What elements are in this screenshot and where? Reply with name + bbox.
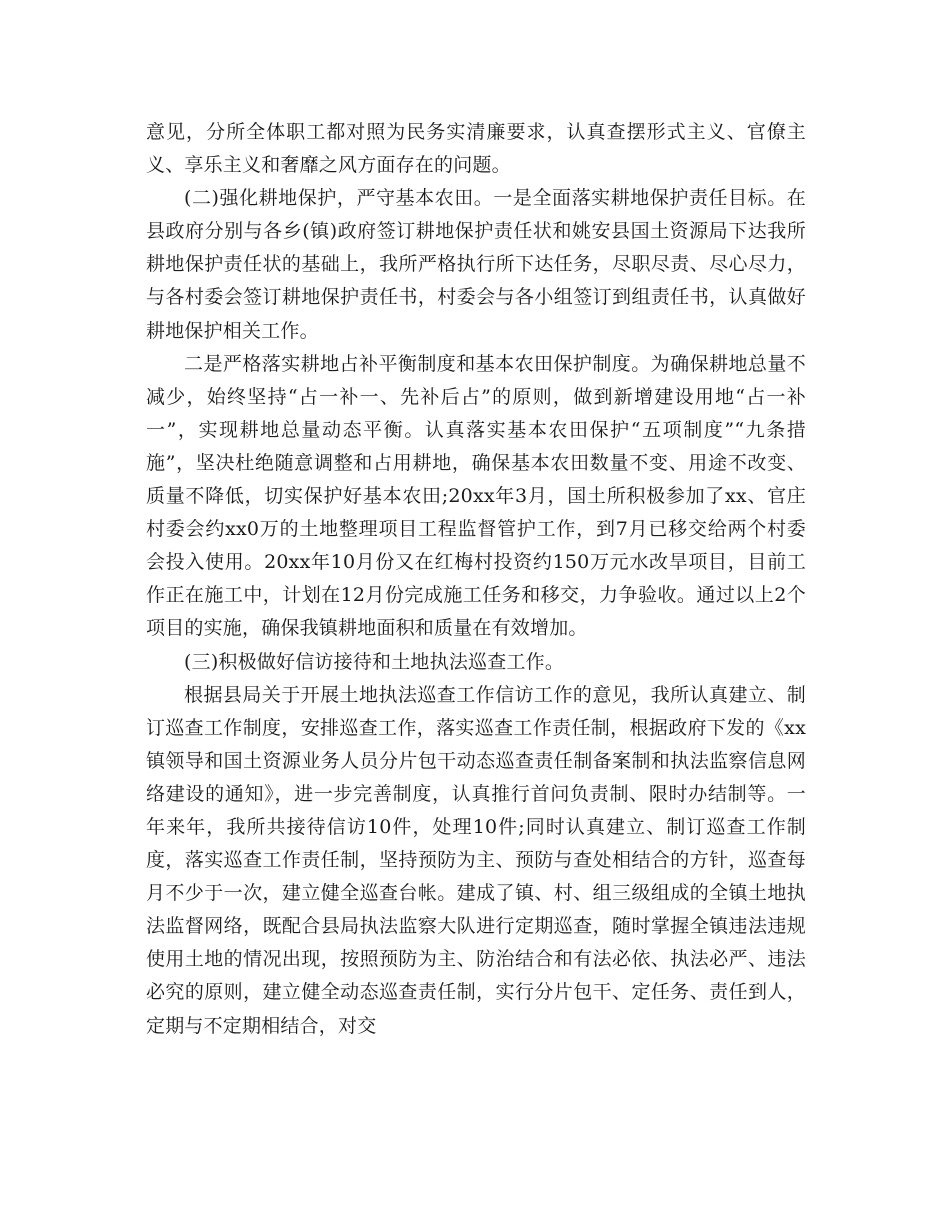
paragraph-1: 意见，分所全体职工都对照为民务实清廉要求，认真查摆形式主义、官僚主义、享乐主义和奢靡之风方面存在的问题。 <box>146 121 806 177</box>
paragraph-4-heading: (三)积极做好信访接待和土地执法巡查工作。 <box>184 650 565 673</box>
paragraph-5: 根据县局关于开展土地执法巡查工作信访工作的意见，我所认真建立、制订巡查工作制度，安排巡查工作，落实巡查工作责任制，根据政府下发的《xx镇领导和国土资源业务人员分片包干动态巡查责任制备案制和执法监察信息网络建设的通知》，进一步完善制度，认真推行首问负责制、限时办结制等。一年来年，我所共接待信访10件，处理10件;同时认真建立、制订巡查工作制度，落实巡查工作责任制，坚持预防为主、预防与查处相结合的方针，巡查每月不少于一次，建立健全巡查台帐。建成了镇、村、组三级组成的全镇土地执法监督网络，既配合县局执法监察大队进行定期巡查，随时掌握全镇违法违规使用土地的情况出现，按照预防为主、防治结合和有法必依、执法必严、违法必究的原则，建立健全动态巡查责任制，实行分片包干、定任务、责任到人，定期与不定期相结合，对交 <box>146 683 806 1037</box>
paragraph-3: 二是严格落实耕地占补平衡制度和基本农田保护制度。为确保耕地总量不减少，始终坚持“占一补一、先补后占”的原则，做到新增建设用地“占一补一”，实现耕地总量动态平衡。认真落实基本农田保护“五项制度”“九条措施”，坚决杜绝随意调整和占用耕地，确保基本农田数量不变、用途不改变、质量不降低，切实保护好基本农田;20xx年3月，国土所积极参加了xx、官庄村委会约xx0万的土地整理项目工程监督管护工作，到7月已移交给两个村委会投入使用。20xx年10月份又在红梅村投资约150万元水改旱项目，目前工作正在施工中，计划在12月份完成施工任务和移交，力争验收。通过以上2个项目的实施，确保我镇耕地面积和质量在有效增加。 <box>146 352 806 640</box>
document-page <box>146 116 806 1043</box>
paragraph-2: (二)强化耕地保护，严守基本农田。一是全面落实耕地保护责任目标。在县政府分别与各乡(镇)政府签订耕地保护责任状和姚安县国土资源局下达我所耕地保护责任状的基础上，我所严格执行所下达任务，尽职尽责、尽心尽力，与各村委会签订耕地保护责任书，村委会与各小组签订到组责任书，认真做好耕地保护相关工作。 <box>146 187 806 342</box>
